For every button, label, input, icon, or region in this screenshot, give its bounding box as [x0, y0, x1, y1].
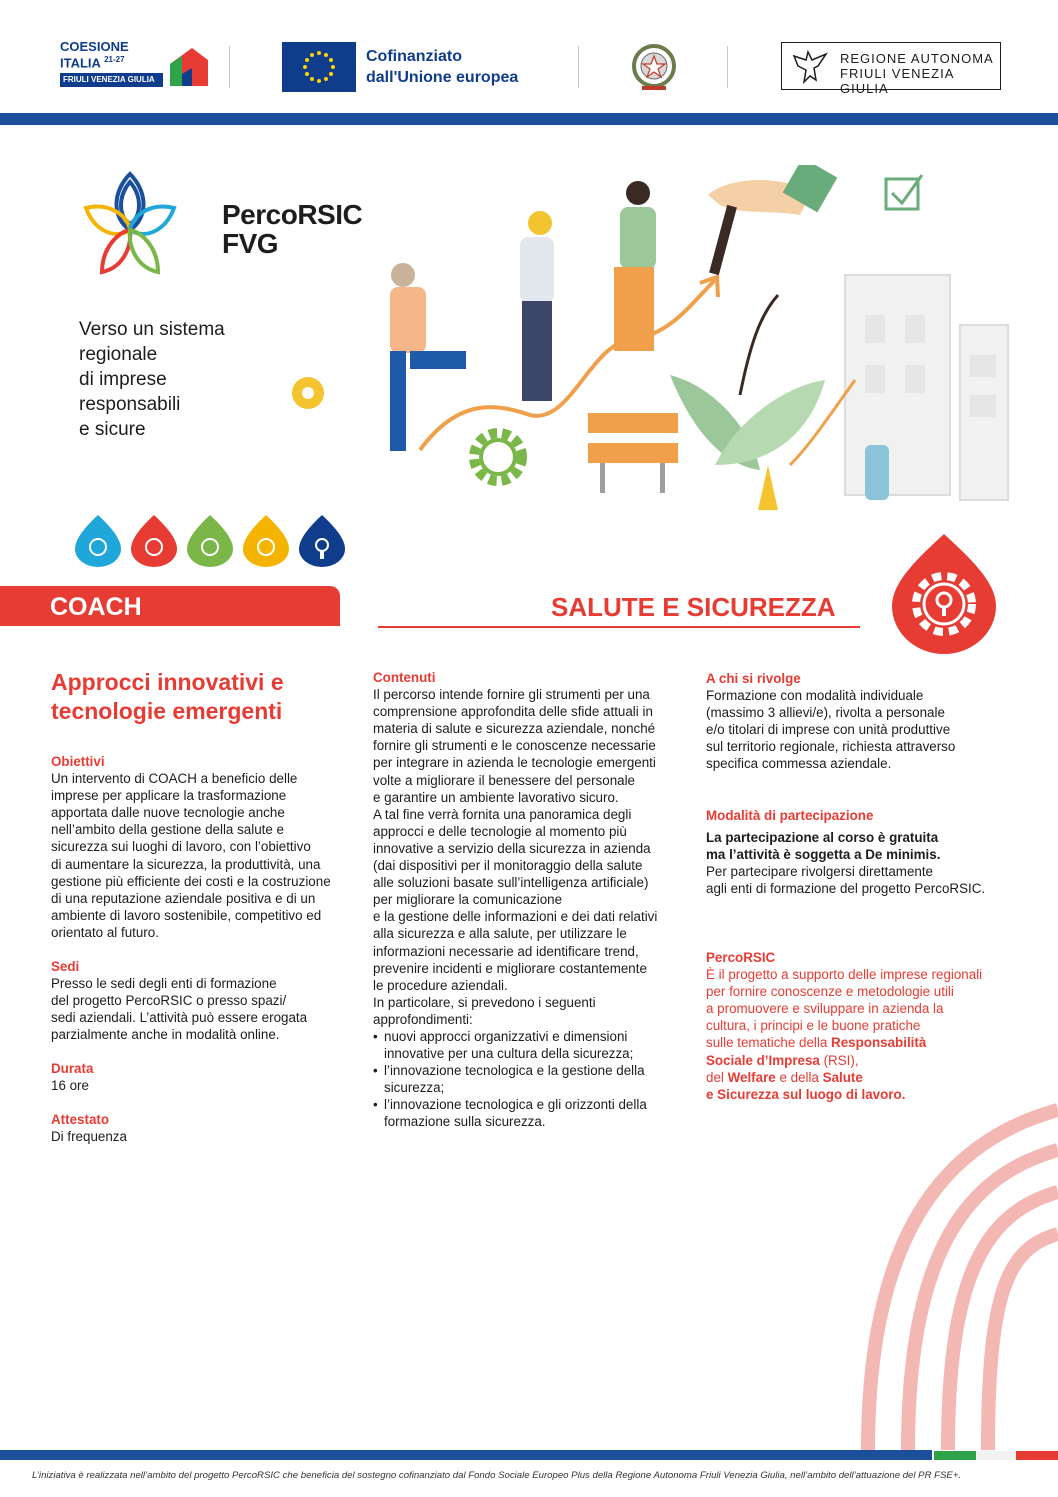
certificate-label: Attestato [51, 1112, 110, 1127]
topics-list [373, 1028, 688, 1131]
theme-underline [378, 626, 860, 628]
divider [578, 46, 579, 88]
person-woman-shape [614, 181, 656, 351]
duration-label: Durata [51, 1061, 94, 1076]
percorsic-section: PercoRSIC È il progetto a supporto delle imprese regionali per fornire conoscenze e metodologie utili a promuovere e sviluppare in azienda la cultura, i principi e le buone pratiche sulle tematiche della Responsabilità Sociale d’Impresa (RSI), del Welfare e della Salute e Sicurezza sul luogo di lavoro. [706, 949, 1036, 1103]
objectives-label: Obiettivi [51, 754, 105, 769]
fire-extinguisher-icon [865, 445, 889, 500]
drop-icon-yellow [243, 515, 289, 567]
participation-section: Modalità di partecipazione La partecipazione al corso è gratuita ma l’attività è soggetta a De minimis. Per partecipare rivolgersi direttamente agli enti di formazione del progetto PercoRSIC. [706, 807, 1036, 897]
percorsic-flower-logo-icon [80, 168, 180, 280]
flag-white [976, 1451, 1016, 1460]
road-barrier-icon [588, 413, 678, 493]
flag-red [1016, 1451, 1058, 1460]
locations-label: Sedi [51, 959, 80, 974]
percorsic-label: PercoRSIC [706, 950, 776, 965]
italian-republic-emblem-icon [630, 42, 678, 92]
drop-icon-blue [75, 515, 121, 567]
eu-stars-icon [282, 42, 356, 92]
contents-section: Contenuti Il percorso intende fornire gli strumenti per una comprensione approfondita delle sfide attuali in materia di salute e sicurezza aziendale, nonché fornire gli strumenti e le conoscenze necessarie per integrare in azienda le tecnologie emergenti volte a migliorare il benessere del personale e garantire un ambiente lavorativo sicuro. A tal fine verrà fornita una panoramica degli approcci e delle tecnologie al momento più innovative a servizio della sicurezza in azienda (dai dispositivi per il monitoraggio della salute alle soluzioni basate sull’intelligenza artificiale) per migliorare la comunicazione e la gestione delle informazioni e dei dati relativi alla sicurezza e alla salute, per utilizzare le informazioni necessarie ad identificare trend, prevenire incidenti e migliorare costantemente le procedure aziendali. In particolare, si prevedono i seguenti approfondimenti: • nuovi approcci organizzativi e dimensioni innovative per una cultura della sicurezza; • l’innovazione tecnologica e la gestione della sicurezza; • l’innovazione tecnologica e gli orizzonti della formazione sulla sicurezza. [373, 669, 688, 1131]
duration-value: 16 ore [51, 1078, 89, 1094]
theme-title: SALUTE E SICUREZZA [551, 592, 836, 622]
brand-tagline: Verso un sistema regionale di imprese responsabili e sicure [79, 319, 225, 440]
hand-pencil-shape [708, 165, 837, 275]
drop-icon-red [131, 515, 177, 567]
theme-icons-row [73, 513, 349, 567]
eu-cofinanced-text: Cofinanziato dall'Unione europea [366, 48, 519, 86]
brand-name: PercoRSIC FVG [222, 199, 363, 259]
locations-section: Sedi Presso le sedi degli enti di formazione del progetto PercoRSIC o presso spazi/ sedi aziendali. L’attività può essere erogata parzialmente anche in modalità online. [51, 958, 361, 1043]
certificate-section [51, 1111, 361, 1145]
footer-disclaimer: L’iniziativa è realizzata nell’ambito del progetto PercoRSIC che beneficia del sostegno cofinanziato dal Fondo Sociale Europeo Plus della Regione Autonoma Friuli Venezia Giulia, nell’ambito dell’attuazione del PR FSE+. [32, 1470, 962, 1481]
divider [229, 46, 230, 88]
audience-section: A chi si rivolge Formazione con modalità individuale (massimo 3 allievi/e), rivolta a personale e/o titolari di imprese con unità produttive sul territorio regionale, richiesta attraverso specifica commessa aziendale. [706, 670, 1036, 773]
coesione-arrow-icon [162, 40, 210, 90]
eagle-icon [788, 46, 832, 86]
safety-gear-drop-icon [890, 532, 998, 656]
footer-blue-band [0, 1450, 932, 1460]
objectives-section: Obiettivi Un intervento di COACH a beneficio delle imprese per applicare la trasformazione apportata dalle nuove tecnologie anche nell’ambito della gestione della salute e sicurezza sui luoghi di lavoro, con l’obiettivo di aumentare la sicurezza, la produttività, una gestione più efficiente dei costi e la costruzione di una reputazione aziendale positiva e di un ambiente di lavoro sostenibile, competitivo ed orientato al futuro. [51, 753, 361, 941]
regione-fvg-logo [781, 42, 1001, 96]
person-worker-shape [520, 211, 554, 401]
list-item: • l’innovazione tecnologica e la gestione della sicurezza; [373, 1062, 688, 1096]
drop-icon-green [187, 515, 233, 567]
certificate-value: Di frequenza [51, 1129, 127, 1145]
list-item: • nuovi approcci organizzativi e dimensioni innovative per una cultura della sicurezza; [373, 1028, 688, 1062]
decorative-arcs-shape [838, 1100, 1058, 1450]
course-title: Approcci innovativi e tecnologie emergenti [51, 669, 284, 724]
divider [727, 46, 728, 88]
duration-section [51, 1060, 361, 1094]
participation-label: Modalità di partecipazione [706, 808, 874, 823]
list-item: • l’innovazione tecnologica e gli orizzonti della formazione sulla sicurezza. [373, 1096, 688, 1130]
audience-label: A chi si rivolge [706, 671, 801, 686]
region-name: REGIONE AUTONOMA FRIULI VENEZIA GIULIA [840, 51, 994, 96]
contents-label: Contenuti [373, 670, 436, 685]
coesione-italia-logo: COESIONE ITALIA $^{21-27}$ FRIULI VENEZIA GIULIA [60, 40, 210, 92]
hero-illustration [270, 165, 1015, 515]
header-blue-band [0, 113, 1058, 125]
traffic-cone-icon [758, 465, 778, 510]
eu-flag [282, 42, 356, 92]
leaves-shape [670, 295, 855, 470]
flag-green [934, 1451, 976, 1460]
person-elderly-shape [390, 263, 466, 451]
course-type-label: COACH [50, 593, 142, 621]
drop-icon-navy [299, 515, 345, 567]
gear-icon [474, 433, 522, 481]
